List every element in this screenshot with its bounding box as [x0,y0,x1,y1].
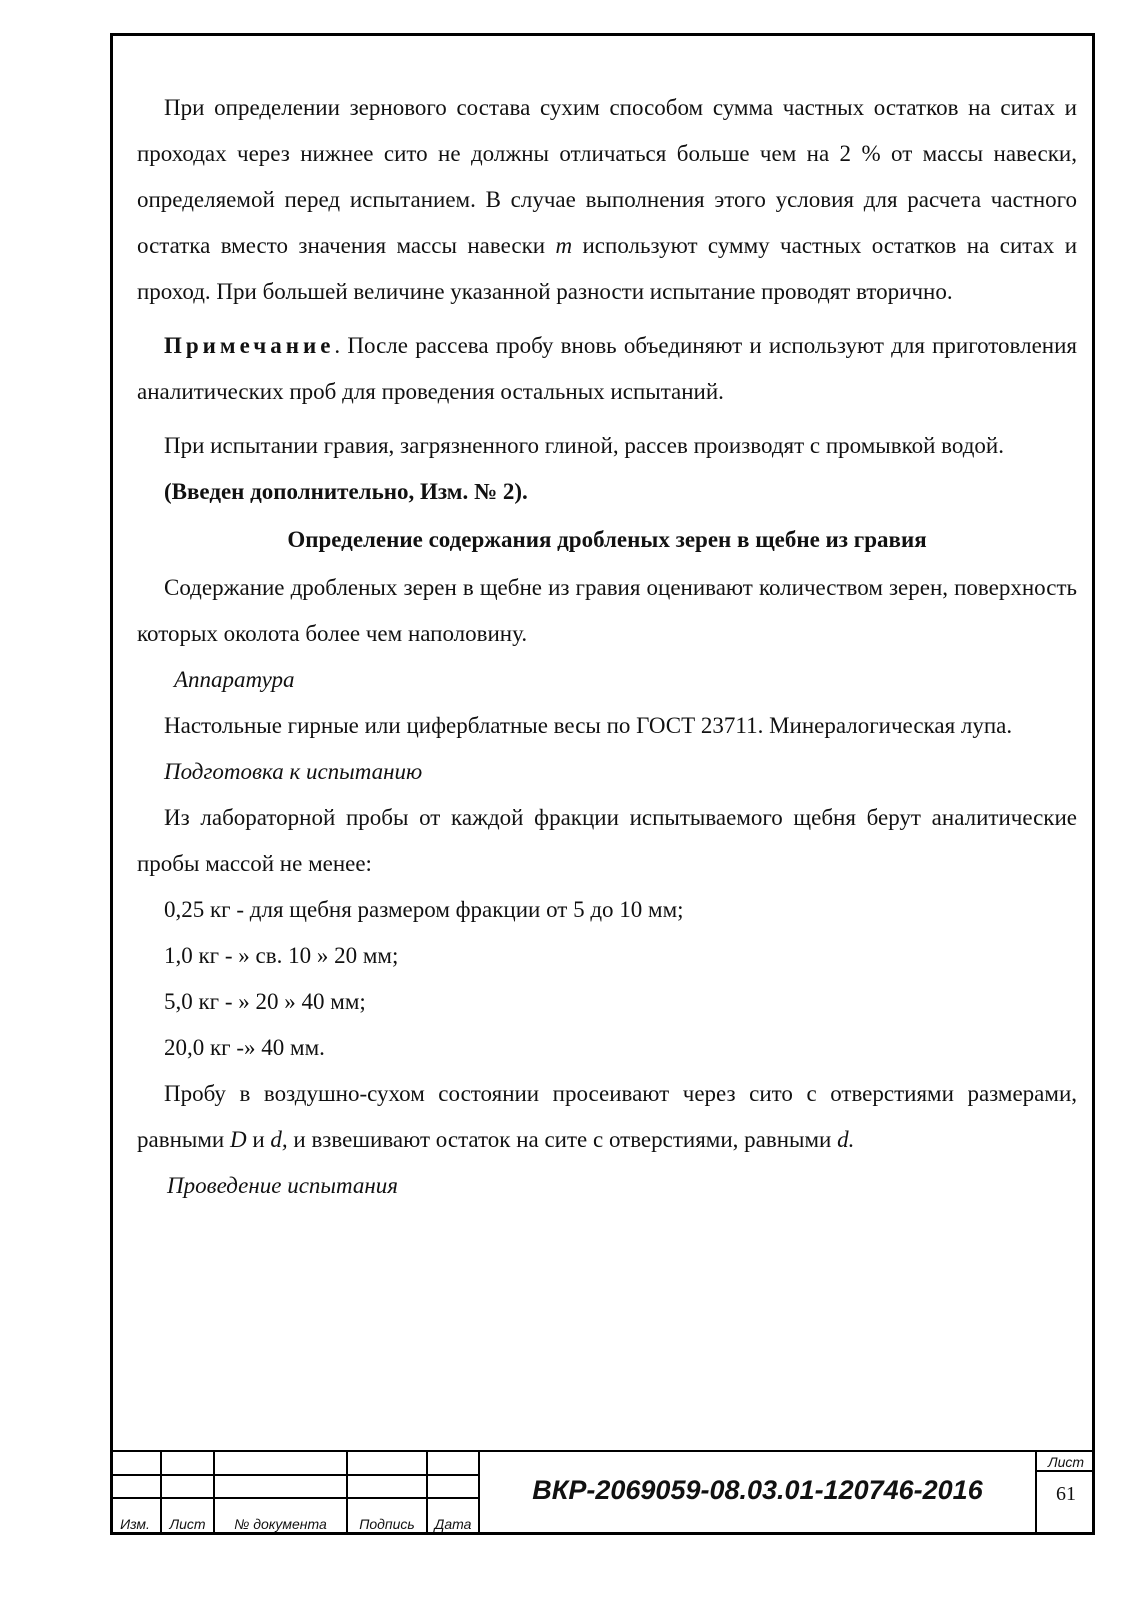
stamp-label-doc: № документа [234,1516,327,1532]
stamp-label-list: Лист [169,1516,206,1532]
amendment-note: (Введен дополнительно, Изм. № 2). [164,479,528,504]
note-text: . После рассева пробу вновь объединяют и используют для приготовления аналитических проб для проведения остальных испытаний. [137,333,1077,404]
document-code: ВКР-2069059-08.03.01-120746-2016 [532,1475,983,1505]
stamp-col-line [1035,1450,1037,1535]
variable-D: D [229,1127,247,1152]
stamp-label-izm: Изм. [120,1516,150,1532]
list-item: 5,0 кг - » 20 » 40 мм; [164,989,366,1014]
paragraph-sample-mass: Из лабораторной пробы от каждой фракции испытываемого щебня берут аналитические пробы массой не менее: [137,805,1077,876]
paragraph-text: и взвешивают остаток на сите с отверстиями, равными [287,1127,838,1152]
stamp-label-date: Дата [434,1516,472,1532]
note-label: Примечание [164,333,335,358]
stamp-label-sign: Подпись [359,1516,415,1532]
paragraph-text: и [246,1127,271,1152]
note-paragraph [137,323,1077,415]
sheet-number: 61 [1056,1483,1076,1505]
test-heading: Проведение испытания [167,1173,398,1198]
sheet-label: Лист [1047,1454,1085,1470]
preparation-heading: Подготовка к испытанию [164,759,423,784]
paragraph-text: Пробу в воздушно-сухом состоянии просеивают через сито с отверстиями размерами, равными [137,1081,1077,1152]
list-item: 1,0 кг - » св. 10 » 20 мм; [164,943,399,968]
apparatus-heading: Аппаратура [174,667,295,692]
stamp-top-line [110,1450,1095,1452]
paragraph-sieving [137,1071,1077,1163]
variable-d: d, [270,1127,288,1152]
paragraph-apparatus: Настольные гирные или циферблатные весы по ГОСТ 23711. Минералогическая лупа. [164,713,1013,738]
paragraph-crushed-grains: Содержание дробленых зерен в щебне из гравия оценивают количеством зерен, поверхность которых околота более чем наполовину. [137,575,1077,646]
stamp-row-line [110,1474,480,1476]
stamp-sheet-line [1035,1470,1095,1472]
variable-d: d. [837,1127,855,1152]
paragraph-text: При определении зернового состава сухим способом сумма частных остатков на ситах и проходах через нижнее сито не должны отличаться больше чем на 2 % от массы навески, определяемой перед испытанием. В случае выполнения этого условия для расчета частного остатка вместо значения массы навески [137,95,1077,258]
variable-m: m [555,233,573,258]
section-title: Определение содержания дробленых зерен в щебне из гравия [287,527,927,552]
document-body [137,85,1077,1209]
list-item: 20,0 кг -» 40 мм. [164,1035,325,1060]
paragraph-text: используют сумму частных остатков на ситах и проход. При большей величине указанной разности испытание проводят вторично. [137,233,1078,304]
list-item: 0,25 кг - для щебня размером фракции от 5 до 10 мм; [164,897,684,922]
stamp-row-line [110,1497,480,1499]
paragraph-clay-gravel: При испытании гравия, загрязненного глиной, рассев производят с промывкой водой. [164,433,1004,458]
paragraph-sieve-sum [137,85,1077,315]
